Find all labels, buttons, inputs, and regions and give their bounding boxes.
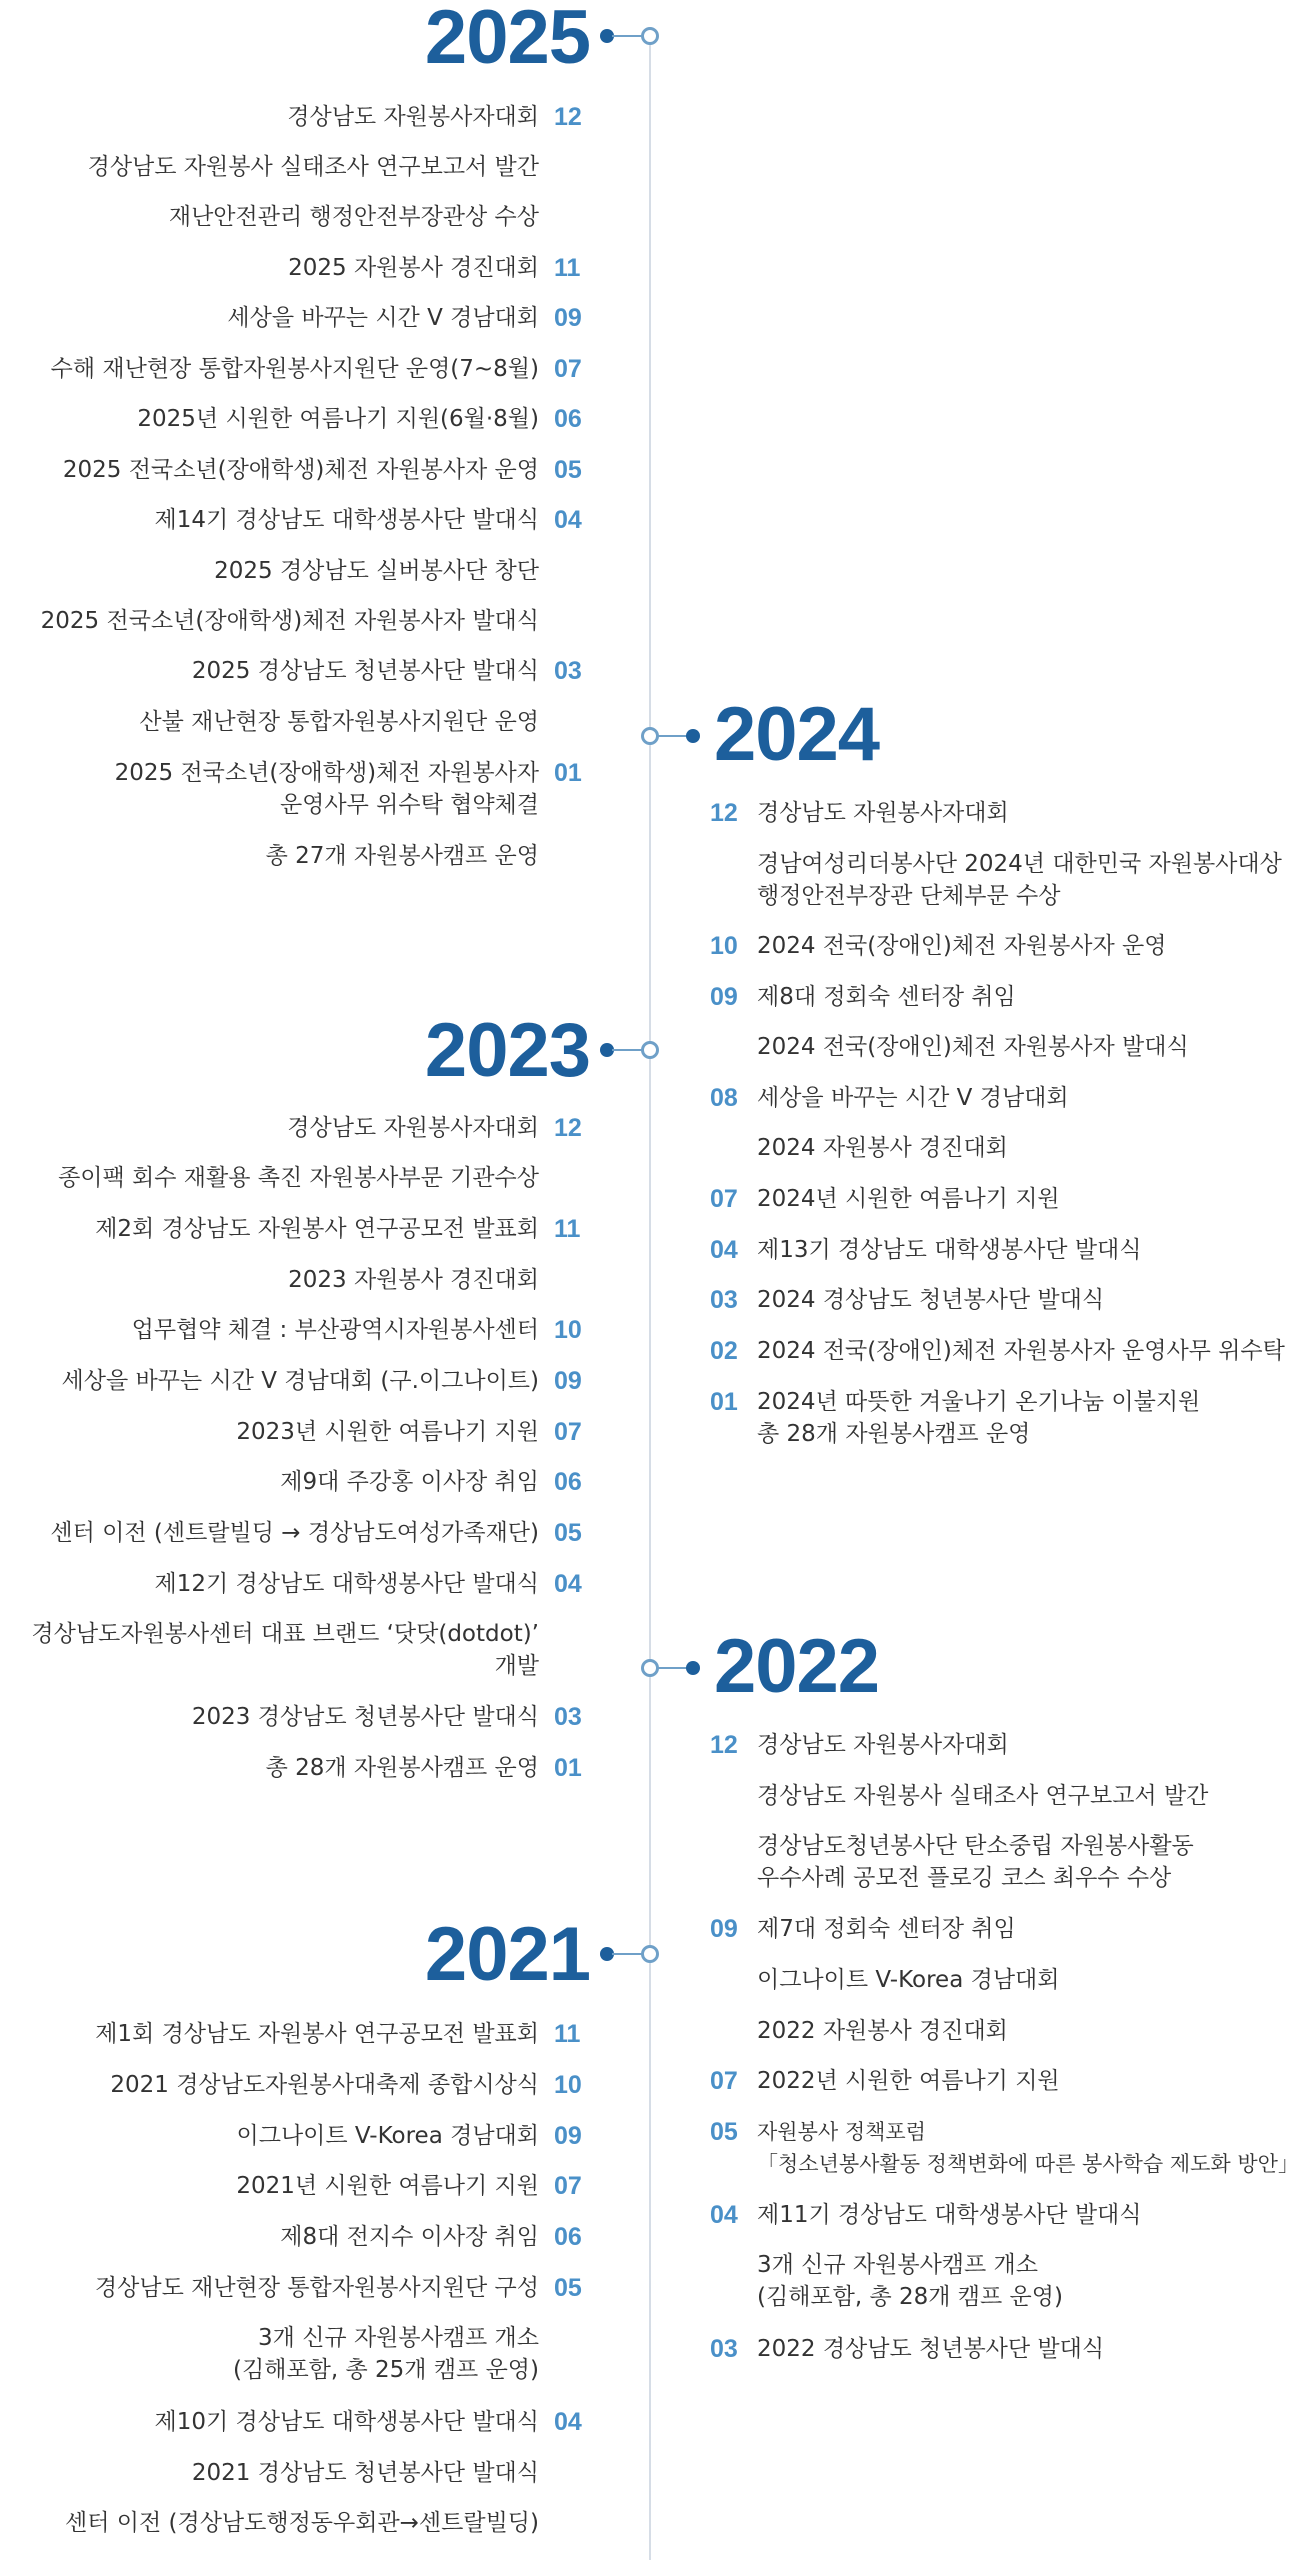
month-label: 05 <box>554 1519 582 1547</box>
month-label: 04 <box>710 1236 738 1264</box>
timeline-item: 2023 자원봉사 경진대회 <box>288 1267 539 1293</box>
timeline-item: 제8대 정회숙 센터장 취임 <box>757 984 1016 1010</box>
year-2025-heading: 2025 <box>424 0 590 80</box>
year-2025-connector <box>612 35 644 37</box>
timeline-item: 제7대 정회숙 센터장 취임 <box>757 1916 1016 1942</box>
month-label: 04 <box>554 2408 582 2436</box>
timeline-item: 2025 경상남도 청년봉사단 발대식 <box>191 658 539 684</box>
timeline-item: 2024 전국(장애인)체전 자원봉사자 운영 <box>757 933 1167 959</box>
month-label: 03 <box>710 2335 738 2363</box>
timeline-item: 제14기 경상남도 대학생봉사단 발대식 <box>154 507 539 533</box>
timeline-item: 제10기 경상남도 대학생봉사단 발대식 <box>154 2409 539 2435</box>
timeline-item: 제9대 주강홍 이사장 취임 <box>280 1469 539 1495</box>
timeline-axis <box>649 36 651 2560</box>
timeline-item: 종이팩 회수 재활용 촉진 자원봉사부문 기관수상 <box>58 1165 539 1191</box>
timeline-item: 경남여성리더봉사단 2024년 대한민국 자원봉사대상 행정안전부장관 단체부문 수상 <box>757 851 1282 909</box>
timeline-item: 제11기 경상남도 대학생봉사단 발대식 <box>757 2202 1142 2228</box>
month-label: 03 <box>710 1286 738 1314</box>
timeline-item: 2024년 따뜻한 겨울나기 온기나눔 이불지원 총 28개 자원봉사캠프 운영 <box>757 1389 1201 1447</box>
year-2025-ring <box>641 27 659 45</box>
timeline-item: 2025 전국소년(장애학생)체전 자원봉사자 발대식 <box>40 608 539 634</box>
month-label: 06 <box>554 2223 582 2251</box>
timeline-item: 세상을 바꾸는 시간 V 경남대회 (구.이그나이트) <box>61 1368 539 1394</box>
timeline-item: 경상남도 자원봉사자대회 <box>287 104 539 130</box>
year-2021-heading: 2021 <box>424 1912 590 1997</box>
timeline-item: 제8대 전지수 이사장 취임 <box>280 2224 539 2250</box>
timeline-item: 재난안전관리 행정안전부장관상 수상 <box>168 204 539 230</box>
month-label: 04 <box>710 2201 738 2229</box>
month-label: 09 <box>554 304 582 332</box>
timeline-item: 2024 전국(장애인)체전 자원봉사자 발대식 <box>757 1034 1189 1060</box>
month-label: 11 <box>554 254 581 282</box>
month-label: 04 <box>554 506 582 534</box>
timeline-item: 경상남도 자원봉사 실태조사 연구보고서 발간 <box>87 154 539 180</box>
month-label: 05 <box>554 456 582 484</box>
timeline-item: 총 27개 자원봉사캠프 운영 <box>265 843 539 869</box>
month-label: 03 <box>554 1703 582 1731</box>
timeline-item: 센터 이전 (센트랄빌딩 → 경상남도여성가족재단) <box>50 1520 539 1546</box>
timeline-item: 이그나이트 V-Korea 경남대회 <box>757 1967 1060 1993</box>
year-2023-heading: 2023 <box>424 1008 590 1093</box>
month-label: 07 <box>554 2172 582 2200</box>
month-label: 12 <box>554 1114 582 1142</box>
month-label: 12 <box>710 1731 738 1759</box>
timeline-item: 2021 경상남도 청년봉사단 발대식 <box>191 2460 539 2486</box>
month-label: 12 <box>710 799 738 827</box>
timeline-item: 2025 경상남도 실버봉사단 창단 <box>214 558 539 584</box>
timeline-item: 2023년 시원한 여름나기 지원 <box>236 1419 539 1445</box>
month-label: 01 <box>710 1388 738 1416</box>
timeline-item: 제1회 경상남도 자원봉사 연구공모전 발표회 <box>95 2021 539 2047</box>
year-2023-connector <box>612 1049 644 1051</box>
timeline-item: 세상을 바꾸는 시간 V 경남대회 <box>227 305 539 331</box>
timeline-item: 2024 자원봉사 경진대회 <box>757 1135 1008 1161</box>
timeline-item: 자원봉사 정책포럼 「청소년봉사활동 정책변화에 따른 봉사학습 제도화 방안」 <box>757 2120 1299 2176</box>
month-label: 06 <box>554 1468 582 1496</box>
year-2022-connector <box>656 1667 690 1669</box>
month-label: 11 <box>554 2020 581 2048</box>
timeline-item: 총 28개 자원봉사캠프 운영 <box>265 1755 539 1781</box>
timeline-item: 제12기 경상남도 대학생봉사단 발대식 <box>154 1571 539 1597</box>
timeline-item: 2025 전국소년(장애학생)체전 자원봉사자 운영사무 위수탁 협약체결 <box>114 760 539 818</box>
timeline-item: 수해 재난현장 통합자원봉사지원단 운영(7~8월) <box>50 356 539 382</box>
timeline-item: 2025 자원봉사 경진대회 <box>288 255 539 281</box>
timeline-item: 제13기 경상남도 대학생봉사단 발대식 <box>757 1237 1142 1263</box>
month-label: 08 <box>710 1084 738 1112</box>
timeline-item: 제2회 경상남도 자원봉사 연구공모전 발표회 <box>95 1216 539 1242</box>
month-label: 12 <box>554 103 582 131</box>
month-label: 01 <box>554 759 582 787</box>
timeline-item: 경상남도 자원봉사 실태조사 연구보고서 발간 <box>757 1783 1209 1809</box>
month-label: 10 <box>554 2071 582 2099</box>
timeline-item: 센터 이전 (경상남도행정동우회관→센트랄빌딩) <box>65 2510 539 2536</box>
month-label: 07 <box>710 1185 738 1213</box>
year-2024-heading: 2024 <box>714 692 880 777</box>
timeline-item: 2025년 시원한 여름나기 지원(6월·8월) <box>137 406 539 432</box>
month-label: 01 <box>554 1754 582 1782</box>
month-label: 07 <box>710 2067 738 2095</box>
timeline-item: 2022 경상남도 청년봉사단 발대식 <box>757 2336 1105 2362</box>
month-label: 09 <box>554 1367 582 1395</box>
year-2024-dot <box>686 729 700 743</box>
month-label: 09 <box>554 2122 582 2150</box>
month-label: 10 <box>710 932 738 960</box>
timeline-item: 업무협약 체결 : 부산광역시자원봉사센터 <box>131 1317 539 1343</box>
timeline-item: 세상을 바꾸는 시간 V 경남대회 <box>757 1085 1069 1111</box>
year-2022-heading: 2022 <box>714 1624 880 1709</box>
year-2021-connector <box>612 1953 644 1955</box>
month-label: 03 <box>554 657 582 685</box>
timeline-item: 2022 자원봉사 경진대회 <box>757 2018 1008 2044</box>
timeline-item: 경상남도자원봉사센터 대표 브랜드 ‘닷닷(dotdot)’ 개발 <box>31 1621 539 1679</box>
year-2023-ring <box>641 1041 659 1059</box>
timeline-item: 2023 경상남도 청년봉사단 발대식 <box>191 1704 539 1730</box>
timeline-item: 경상남도 자원봉사자대회 <box>287 1115 539 1141</box>
month-label: 09 <box>710 1915 738 1943</box>
year-2022-dot <box>686 1661 700 1675</box>
timeline-item: 2024년 시원한 여름나기 지원 <box>757 1186 1060 1212</box>
month-label: 05 <box>710 2118 738 2146</box>
timeline-item: 이그나이트 V-Korea 경남대회 <box>236 2123 539 2149</box>
timeline-item: 2024 전국(장애인)체전 자원봉사자 운영사무 위수탁 <box>757 1338 1285 1364</box>
month-label: 02 <box>710 1337 738 1365</box>
timeline-item: 경상남도 자원봉사자대회 <box>757 800 1009 826</box>
year-2024-connector <box>656 735 690 737</box>
timeline-item: 2024 경상남도 청년봉사단 발대식 <box>757 1287 1105 1313</box>
timeline-item: 2021 경상남도자원봉사대축제 종합시상식 <box>110 2072 539 2098</box>
year-2021-ring <box>641 1945 659 1963</box>
month-label: 07 <box>554 1418 582 1446</box>
timeline-item: 2021년 시원한 여름나기 지원 <box>236 2173 539 2199</box>
month-label: 09 <box>710 983 738 1011</box>
timeline-item: 경상남도 자원봉사자대회 <box>757 1732 1009 1758</box>
timeline-item: 2022년 시원한 여름나기 지원 <box>757 2068 1060 2094</box>
timeline-item: 경상남도청년봉사단 탄소중립 자원봉사활동 우수사례 공모전 플로깅 코스 최우수 수상 <box>757 1833 1194 1891</box>
timeline-item: 산불 재난현장 통합자원봉사지원단 운영 <box>139 709 539 735</box>
timeline-item: 2025 전국소년(장애학생)체전 자원봉사자 운영 <box>62 457 539 483</box>
timeline-item: 3개 신규 자원봉사캠프 개소 (김해포함, 총 25개 캠프 운영) <box>233 2325 539 2383</box>
timeline-item: 경상남도 재난현장 통합자원봉사지원단 구성 <box>94 2275 539 2301</box>
month-label: 11 <box>554 1215 581 1243</box>
timeline-item: 3개 신규 자원봉사캠프 개소 (김해포함, 총 28개 캠프 운영) <box>757 2252 1063 2310</box>
month-label: 10 <box>554 1316 582 1344</box>
month-label: 06 <box>554 405 582 433</box>
month-label: 04 <box>554 1570 582 1598</box>
month-label: 05 <box>554 2274 582 2302</box>
month-label: 07 <box>554 355 582 383</box>
